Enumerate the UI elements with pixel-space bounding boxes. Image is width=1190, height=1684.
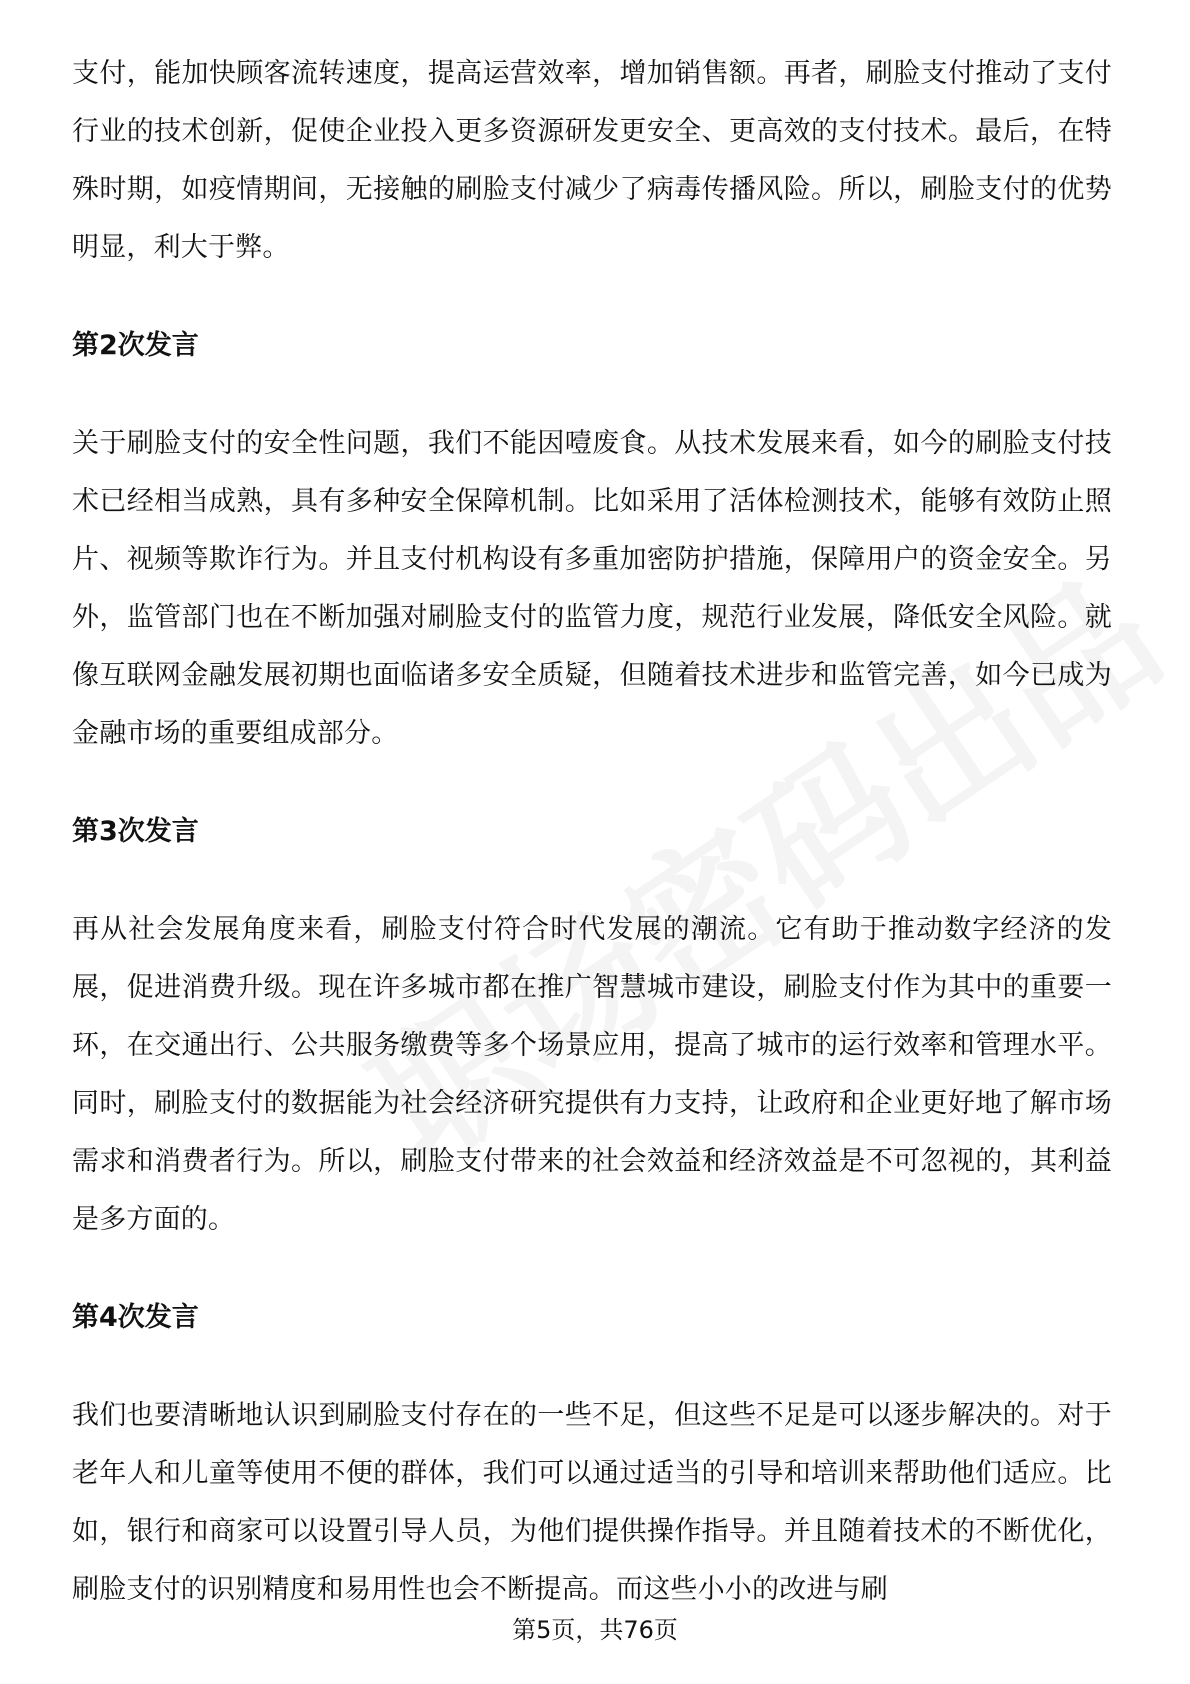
section-heading-2: 第2次发言 bbox=[72, 330, 199, 361]
paragraph-1: 支付，能加快顾客流转速度，提高运营效率，增加销售额。再者，刷脸支付推动了支付行业的技术创新，促使企业投入更多资源研发更安全、更高效的支付技术。最后，在特殊时期，如疫情期间，无接触的刷脸支付减少了病毒传播风险。所以，刷脸支付的优势明显，利大于弊。 bbox=[72, 58, 1112, 263]
paragraph-2: 关于刷脸支付的安全性问题，我们不能因噎废食。从技术发展来看，如今的刷脸支付技术已经相当成熟，具有多种安全保障机制。比如采用了活体检测技术，能够有效防止照片、视频等欺诈行为。并且支付机构设有多重加密防护措施，保障用户的资金安全。另外，监管部门也在不断加强对刷脸支付的监管力度，规范行业发展，降低安全风险。就像互联网金融发展初期也面临诸多安全质疑，但随着技术进步和监管完善，如今已成为金融市场的重要组成部分。 bbox=[72, 428, 1112, 749]
paragraph-3: 再从社会发展角度来看，刷脸支付符合时代发展的潮流。它有助于推动数字经济的发展，促进消费升级。现在许多城市都在推广智慧城市建设，刷脸支付作为其中的重要一环，在交通出行、公共服务缴费等多个场景应用，提高了城市的运行效率和管理水平。同时，刷脸支付的数据能为社会经济研究提供有力支持，让政府和企业更好地了解市场需求和消费者行为。所以，刷脸支付带来的社会效益和经济效益是不可忽视的，其利益是多方面的。 bbox=[72, 914, 1112, 1235]
page-number-footer: 第5页，共76页 bbox=[512, 1616, 678, 1644]
page-content bbox=[72, 45, 1112, 1619]
section-heading-4: 第4次发言 bbox=[72, 1302, 199, 1333]
paragraph-4: 我们也要清晰地认识到刷脸支付存在的一些不足，但这些不足是可以逐步解决的。对于老年人和儿童等使用不便的群体，我们可以通过适当的引导和培训来帮助他们适应。比如，银行和商家可以设置引导人员，为他们提供操作指导。并且随着技术的不断优化，刷脸支付的识别精度和易用性也会不断提高。而这些小小的改进与刷 bbox=[72, 1400, 1112, 1605]
section-heading-3: 第3次发言 bbox=[72, 816, 199, 847]
